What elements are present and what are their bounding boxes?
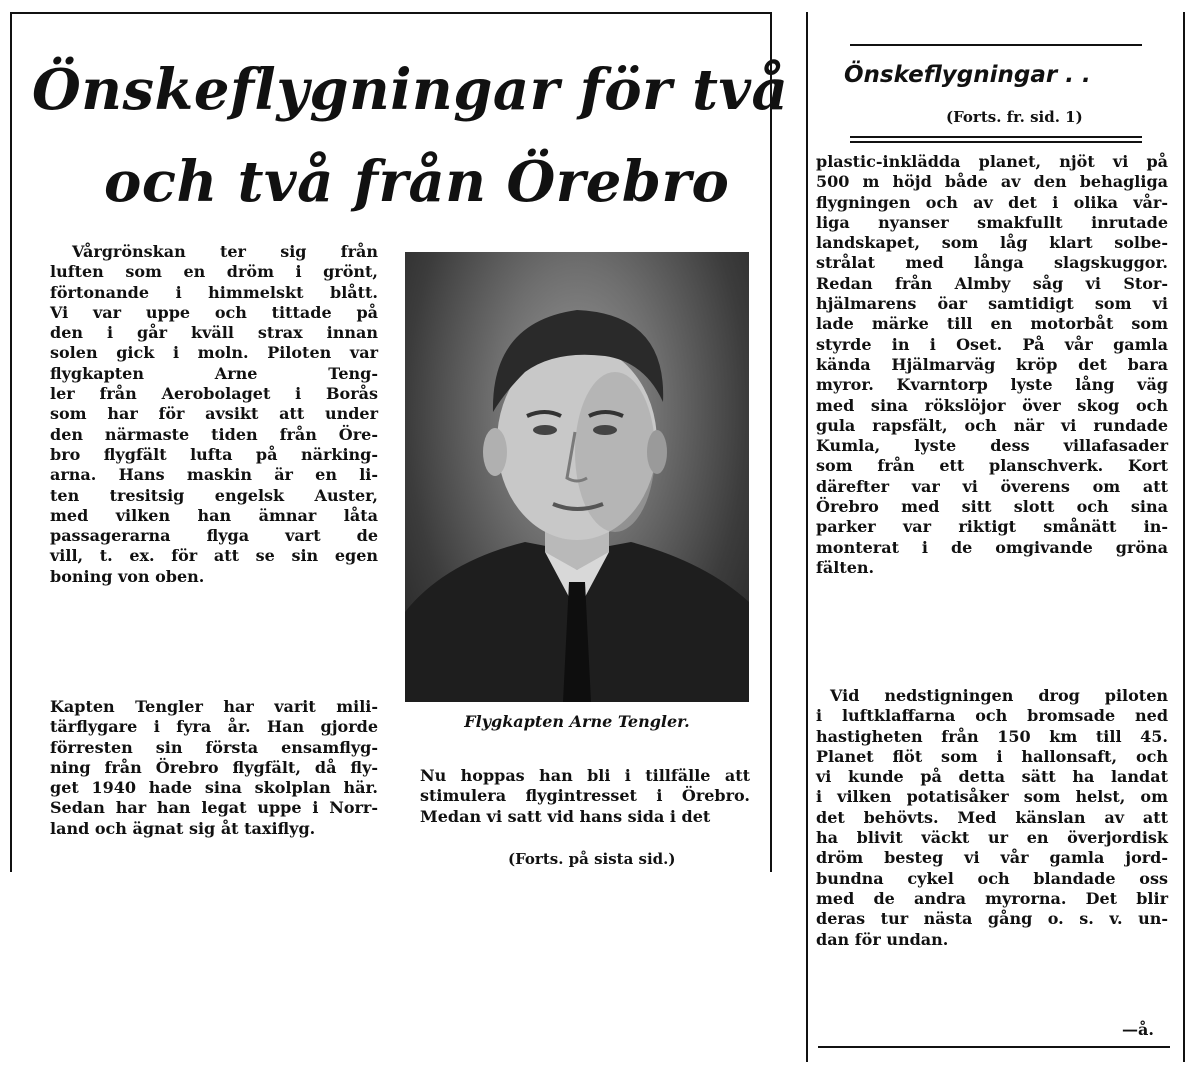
text-line: Kumla, lyste dess villafasader	[816, 436, 1168, 456]
text-line: flygkapten Arne Teng-	[50, 363, 378, 383]
text-line: arna. Hans maskin är en li-	[50, 465, 378, 485]
text-line: strålat med långa slagskuggor.	[816, 253, 1168, 273]
text-line: med de andra myrorna. Det blir	[816, 888, 1168, 908]
left-column-para-2	[50, 697, 378, 839]
text-line: boning von oben.	[50, 566, 205, 586]
right-column-bottom-rule	[818, 1046, 1170, 1048]
text-line: Medan vi satt vid hans sida i det	[420, 806, 711, 826]
text-line: som från ett planschverk. Kort	[816, 456, 1168, 476]
text-line: Örebro med sitt slott och sina	[816, 497, 1168, 517]
continuation-para-2	[816, 686, 1168, 950]
text-line: hastigheten från 150 km till 45.	[816, 726, 1168, 746]
continuation-para-1	[816, 152, 1168, 578]
text-line: land och ägnat sig åt taxiflyg.	[50, 818, 316, 838]
text-line: det behövts. Med känslan av att	[816, 807, 1168, 827]
text-line: landskapet, som låg klart solbe-	[816, 233, 1168, 253]
text-line: myror. Kvarntorp lyste lång väg	[816, 375, 1168, 395]
article-top-rule	[10, 12, 772, 14]
text-line: flygningen och av det i olika vår-	[816, 192, 1168, 212]
text-line: plastic-inklädda planet, njöt vi på	[816, 152, 1168, 171]
author-signature: —å.	[1122, 1020, 1154, 1039]
text-line: i vilken potatisåker som helst, om	[816, 787, 1168, 807]
text-line: deras tur nästa gång o. s. v. un-	[816, 909, 1168, 929]
continued-note: (Forts. på sista sid.)	[508, 850, 676, 868]
text-line: Redan från Almby såg vi Stor-	[816, 273, 1168, 293]
text-line: Kapten Tengler har varit mili-	[50, 697, 378, 716]
right-column-right-rule	[1183, 12, 1185, 1062]
text-line: Nu hoppas han bli i tillfälle att	[420, 766, 750, 785]
text-line: gula rapsfält, och när vi rundade	[816, 415, 1168, 435]
continuation-title: Önskeflygningar . .	[844, 62, 1091, 88]
text-line: ler från Aerobolaget i Borås	[50, 384, 378, 404]
text-line: Vid nedstigningen drog piloten	[830, 686, 1168, 705]
text-line: get 1940 hade sina skolplan här.	[50, 778, 378, 798]
continuation-subtitle: (Forts. fr. sid. 1)	[946, 108, 1083, 126]
text-line: parker var riktigt smånätt in-	[816, 517, 1168, 537]
text-line: förtonande i himmelskt blått.	[50, 282, 378, 302]
article-left-rule	[10, 12, 12, 872]
text-line: med sina rökslöjor över skog och	[816, 395, 1168, 415]
text-line: den i går kväll strax innan	[50, 323, 378, 343]
right-title-bottom-rule-1	[850, 136, 1142, 138]
text-line: bro flygfält lufta på närking-	[50, 444, 378, 464]
text-line: passagerarna flyga vart de	[50, 526, 378, 546]
article-right-rule	[770, 12, 772, 872]
headline-line-1: Önskeflygningar för två	[32, 57, 789, 123]
text-line: ten tresitsig engelsk Auster,	[50, 485, 378, 505]
text-line: bundna cykel och blandade oss	[816, 868, 1168, 888]
text-line: fälten.	[816, 557, 875, 577]
text-line: 500 m höjd både av den behagliga	[816, 172, 1168, 192]
text-line: solen gick i moln. Piloten var	[50, 343, 378, 363]
text-line: styrde in i Oset. På vår gamla	[816, 334, 1168, 354]
headline-line-2: och två från Örebro	[104, 149, 730, 215]
text-line: den närmaste tiden från Öre-	[50, 424, 378, 444]
text-line: vill, t. ex. för att se sin egen	[50, 546, 378, 566]
text-line: kända Hjälmarväg kröp det bara	[816, 354, 1168, 374]
right-title-bottom-rule-2	[850, 141, 1142, 143]
right-title-top-rule	[850, 44, 1142, 46]
left-column-para-1	[50, 242, 378, 587]
text-line: vi kunde på detta sätt ha landat	[816, 767, 1168, 787]
text-line: lade märke till en motorbåt som	[816, 314, 1168, 334]
text-line: dröm besteg vi vår gamla jord-	[816, 848, 1168, 868]
text-line: stimulera flygintresset i Örebro.	[420, 786, 750, 806]
text-line: som har för avsikt att under	[50, 404, 378, 424]
right-column-left-rule	[806, 12, 808, 1062]
text-line: liga nyanser smakfullt inrutade	[816, 212, 1168, 232]
text-line: monterat i de omgivande gröna	[816, 537, 1168, 557]
portrait-photo	[405, 252, 749, 702]
text-line: dan för undan.	[816, 929, 949, 949]
text-line: förresten sin första ensamflyg-	[50, 737, 378, 757]
text-line: Planet flöt som i hallonsaft, och	[816, 746, 1168, 766]
text-line: ning från Örebro flygfält, då fly-	[50, 757, 378, 777]
text-line: därefter var vi överens om att	[816, 476, 1168, 496]
photo-caption: Flygkapten Arne Tengler.	[464, 712, 690, 731]
portrait-illustration	[405, 252, 749, 702]
text-line: hjälmarens öar samtidigt som vi	[816, 294, 1168, 314]
text-line: luften som en dröm i grönt,	[50, 262, 378, 282]
text-line: Sedan har han legat uppe i Norr-	[50, 798, 378, 818]
text-line: ha blivit väckt ur en överjordisk	[816, 828, 1168, 848]
text-line: med vilken han ämnar låta	[50, 505, 378, 525]
text-line: tärflygare i fyra år. Han gjorde	[50, 717, 378, 737]
text-line: Vi var uppe och tittade på	[50, 302, 378, 322]
text-line: i luftklaffarna och bromsade ned	[816, 706, 1168, 726]
text-line: Vårgrönskan ter sig från	[72, 242, 378, 261]
middle-column-text	[420, 766, 750, 827]
